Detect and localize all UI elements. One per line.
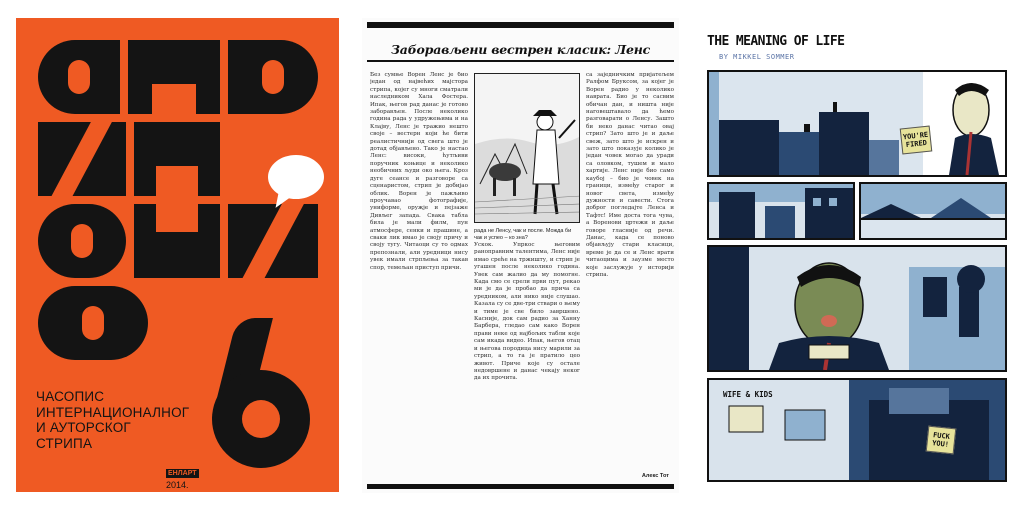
comic-panel-4 [707, 245, 1007, 372]
cover-letter-o [38, 204, 126, 278]
image-caption: рада не Ленсу, чак и после. Можда би чак и успео – ко зна? [474, 228, 572, 241]
article-title: Заборављени вестрен класик: Ленс [390, 42, 651, 57]
cover-letter-s [38, 40, 120, 114]
western-comic-illustration [474, 73, 580, 223]
issue-number-six [212, 318, 310, 468]
cover-letter-o-2 [38, 286, 148, 360]
cover-letter-i [38, 122, 126, 196]
comic-author: BY MIKKEL SOMMER [719, 53, 795, 61]
comic-title: THE MEANING OF LIFE [707, 34, 845, 49]
comic-panel-1 [707, 70, 1007, 177]
article-column-3: са заједничким пријатељем Ралфом Бруксом, за којег је Ворен радио у неколико наврата. Био је то сасвим обичан дан, и ништа није наговештавало да ћемо разговарати о Ленсу. Зашто би неко данас читао овај стрип? Зато што је и даље свеж, зато што је искрен и зато што показује колико је један човек могао да уради са оловком, тушем и мало хартије. Ленс није био само каубој – био је човек на граници, између старог и новог света, између дужности и савести. Стога доброг погледајте Ленса и Тафтс! Име доста тога чува, а Воренови цртежи и даље говоре гласније од речи. Данас, када се поново објављују стари класици, време је да се и Ленс врати читаоцима и заузме место које заслужује у историји стрипа. [586, 72, 674, 278]
cover-letter-l [134, 204, 220, 278]
magazine-cover [16, 18, 339, 492]
issue-year: 2014. [166, 480, 189, 490]
cover-subtitle-line: ИНТЕРНАЦИОНАЛНОГ [36, 404, 190, 420]
cover-letter-p [134, 122, 220, 196]
footer-bar [367, 484, 674, 489]
cover-letter-i-2 [228, 204, 318, 278]
fuck-you-note: FUCK YOU! [926, 426, 957, 455]
cover-subtitle [36, 389, 216, 451]
cover-title-row-3 [38, 204, 318, 278]
cover-subtitle-line: СТРИПА [36, 435, 93, 451]
cover-title-row-2 [38, 122, 258, 196]
publisher-logo: ЕНЛАРТ [168, 470, 197, 477]
article-column-2: Ускок. Упркос његовим раноправним талентима, Ленс није имао среће на тржишту, и стрип је угашен после неколико година. Увек сам жалио да му помогне. Када смо се срели први пут, рекао ми је да је пробао да прича са уредником, али нико није слушао. Казала су се две-три ствари о њему и тиме је све било завршено. Касније, док сам радио за Ханну Барбера, гледао сам како Ворен прави неке од најбољих табли које сам икада видео. Ипак, његов отац и његова породица нису марили за стрип, а то га је пратило цео живот. Приче које су остале недовршене и данас чекају неког да их прочита. [474, 242, 580, 382]
comic-panel-3 [859, 182, 1007, 240]
cover-title-row-1 [38, 40, 318, 114]
comic-panel-5 [707, 378, 1007, 482]
comic-panel-2 [707, 182, 855, 240]
article-column-1: Без сумње Ворен Ленс је био један од највећих мајстора стрипа, којег су многи сматрали наследником Хала Фостера. Ипак, његов рад данас је готово заборављен. После неколико година рада у удружењима и на Клајву, Ленс је тражио нешто своје – вестерн који ће бити реалистичнији од свега што је дотад објављено. Тако је настао Ленс: високи, ћутљиви поручник коњице и неколико необичних људи око њега. Кроз дуге сеансе и разговоре са сценаристом, стрип је добијао облик. Ворен је пажљиво проучавао фотографије, униформе, оружје и пејзаже Дивљег запада. Свака табла била је мали филм, пун атмосфере, сенки и прашине, а сваки лик имао је своју причу и своју тугу. Читаоци су то одмах препознали, али уредници нису увек имали стрпљења за такав спор, темељан приступ причи. [370, 72, 468, 271]
cover-subtitle-line: И АУТОРСКОГ [36, 420, 131, 435]
comic-page [697, 18, 1015, 492]
youre-fired-note: YOU'RE FIRED [900, 126, 933, 155]
header-bar [367, 22, 674, 28]
cover-letter-t [128, 40, 220, 114]
cover-subtitle-line: ЧАСОПИС [36, 389, 105, 404]
wife-and-kids-caption: WIFE & KIDS [723, 390, 773, 399]
cover-letter-r [228, 40, 318, 114]
title-rule [367, 60, 674, 62]
article-author: Алекс Тот [641, 473, 669, 479]
article-page [362, 18, 679, 493]
cover-title-row-4 [38, 286, 218, 360]
